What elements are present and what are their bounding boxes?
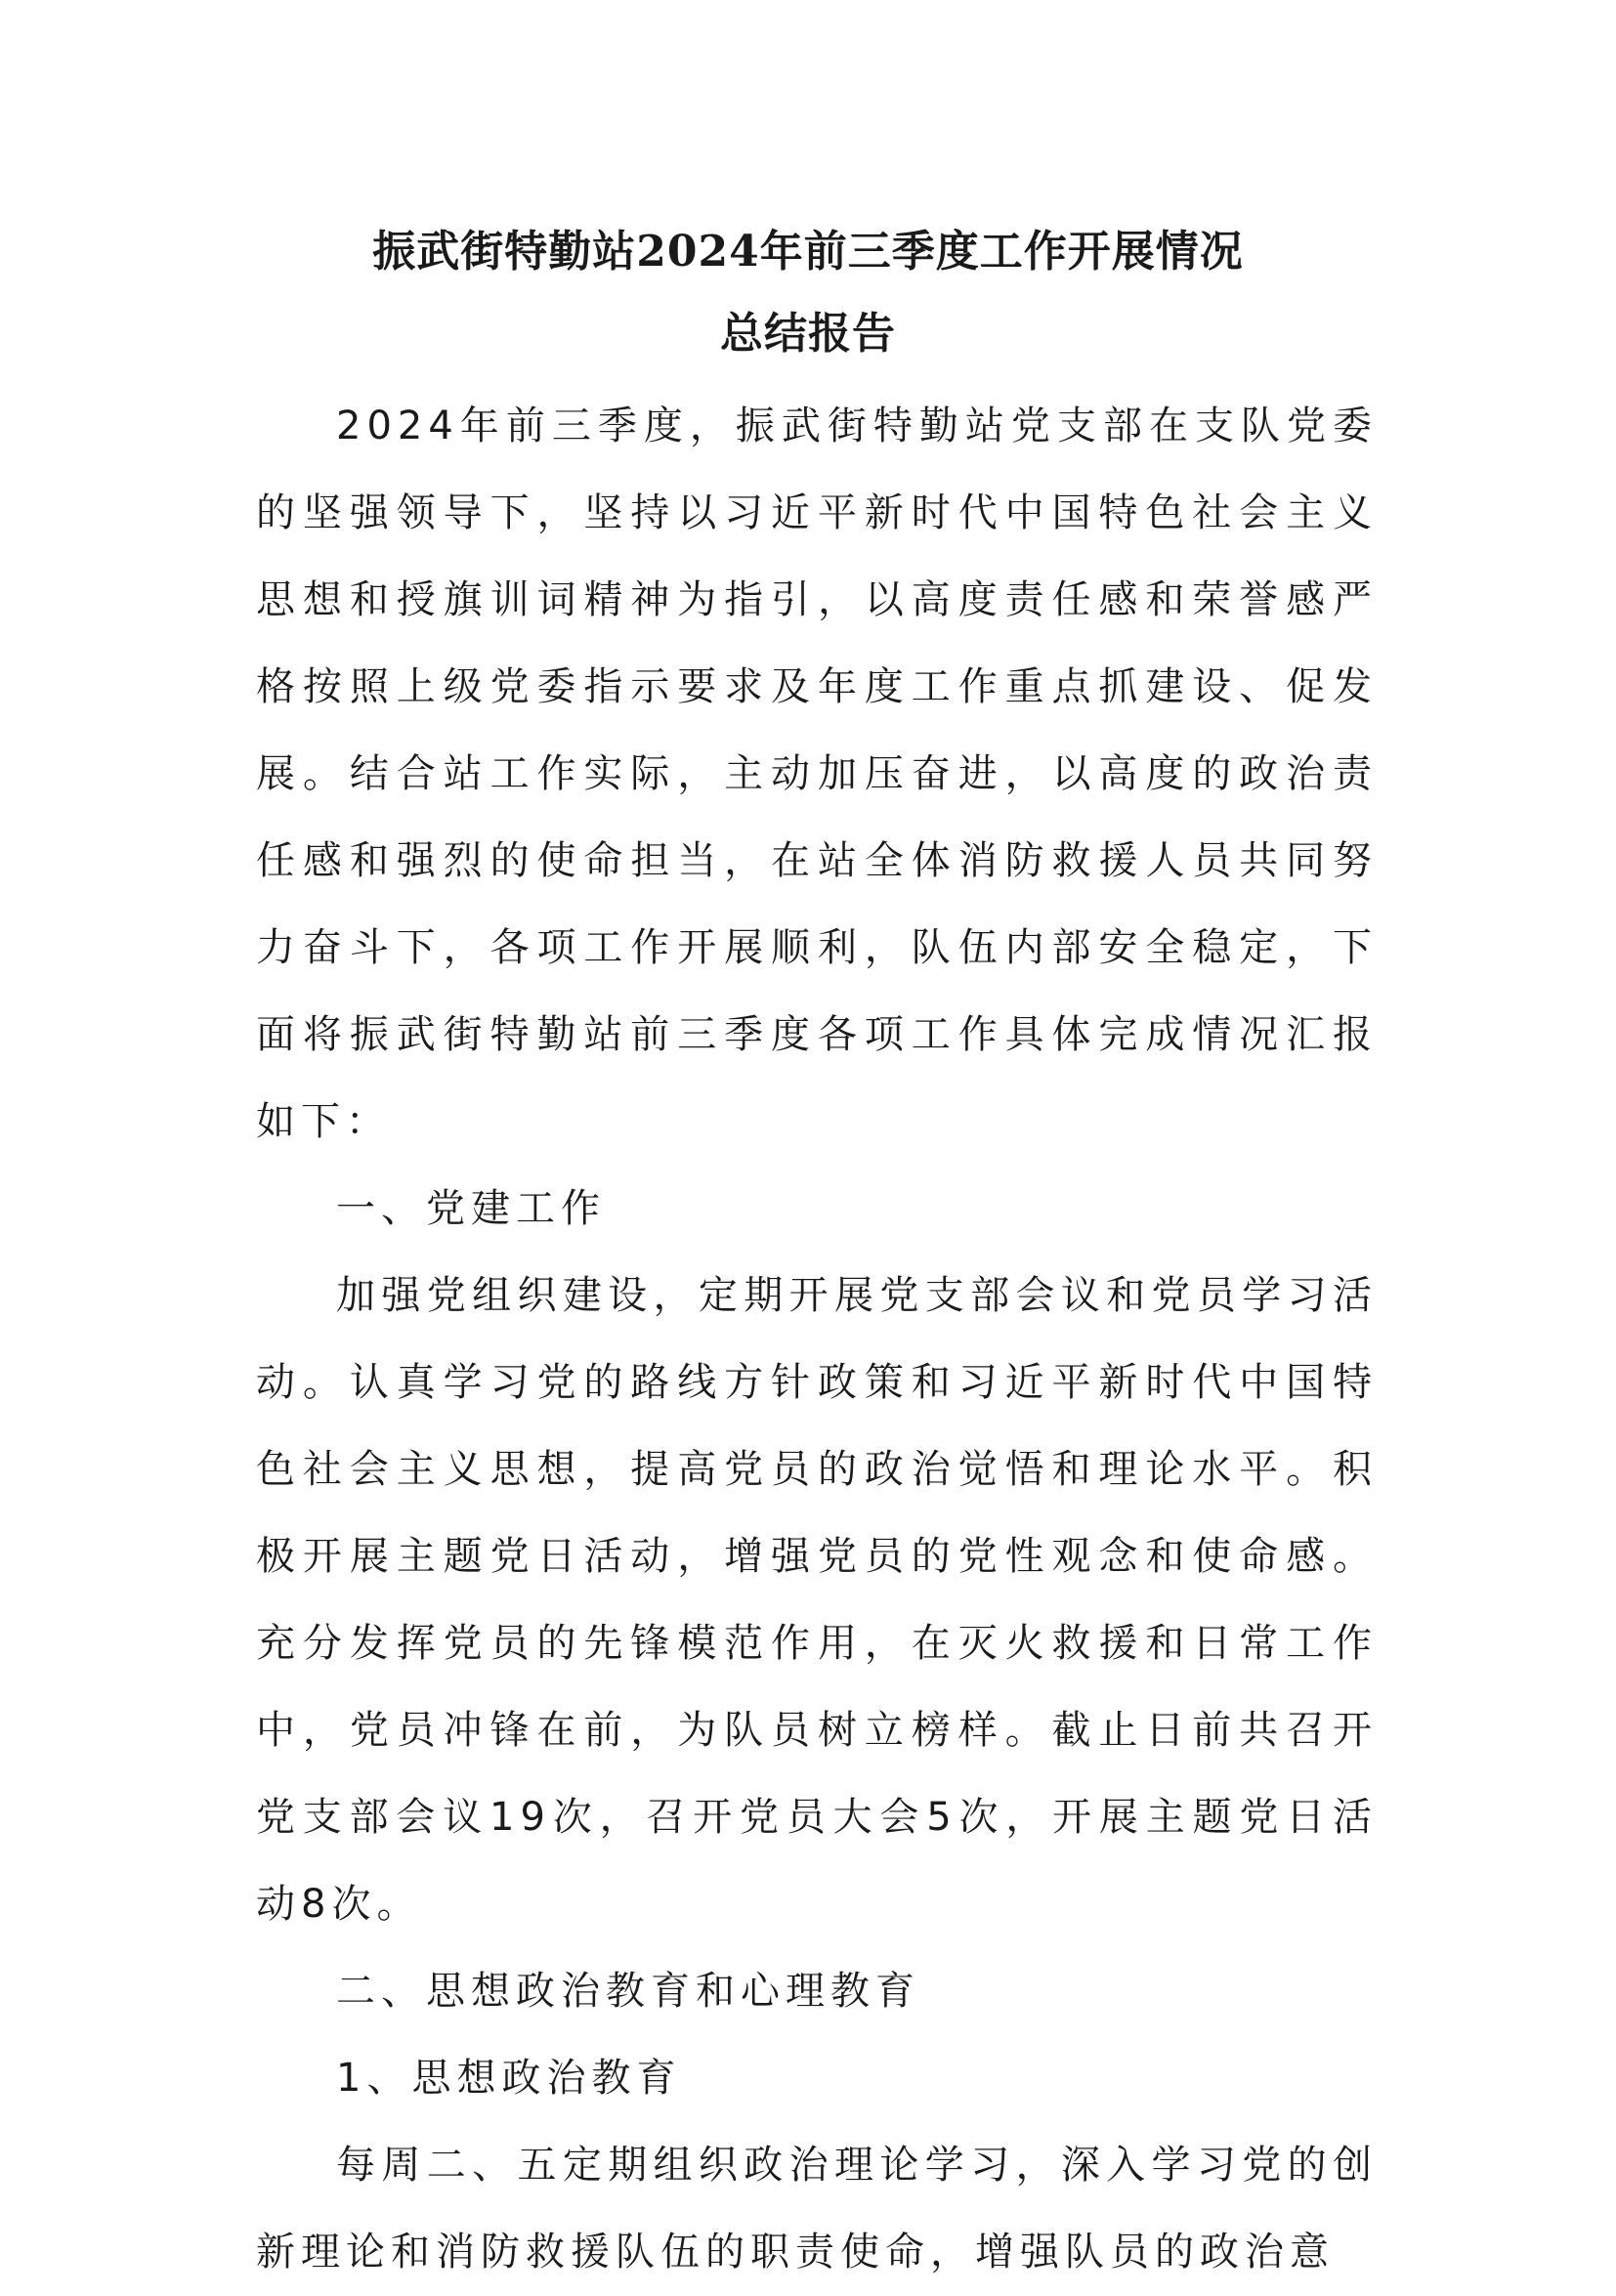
subsection-heading-political-education: 1、思想政治教育 (336, 2056, 682, 2101)
intro-paragraph: 2024年前三季度，振武街特勤站党支部在支队党委的坚强领导下，坚持以习近平新时代中国特色社会主义思想和授旗训词精神为指引，以高度责任感和荣誉感严格按照上级党委指示要求及年度工作重点抓建设、促发展。结合站工作实际，主动加压奋进，以高度的政治责任感和强烈的使命担当，在站全体消防救援人员共同努力奋斗下，各项工作开展顺利，队伍内部安全稳定，下面将振武街特勤站前三季度各项工作具体完成情况汇报如下： (256, 404, 1378, 1144)
document-title-line-2: 总结报告 (720, 309, 896, 359)
section-heading-party-building: 一、党建工作 (336, 1186, 606, 1231)
document-title-line-1: 振武街特勤站2024年前三季度工作开展情况 (372, 227, 1244, 276)
political-education-paragraph: 每周二、五定期组织政治理论学习，深入学习党的创新理论和消防救援队伍的职责使命，增强队员的政治意 (256, 2143, 1378, 2275)
document-body (256, 383, 1378, 2296)
section-heading-education: 二、思想政治教育和心理教育 (336, 1969, 920, 2014)
party-building-paragraph: 加强党组织建设，定期开展党支部会议和党员学习活动。认真学习党的路线方针政策和习近平新时代中国特色社会主义思想，提高党员的政治觉悟和理论水平。积极开展主题党日活动，增强党员的党性观念和使命感。充分发挥党员的先锋模范作用，在灭火救援和日常工作中，党员冲锋在前，为队员树立榜样。截止日前共召开党支部会议19次，召开党员大会5次，开展主题党日活动8次。 (256, 1273, 1378, 1927)
